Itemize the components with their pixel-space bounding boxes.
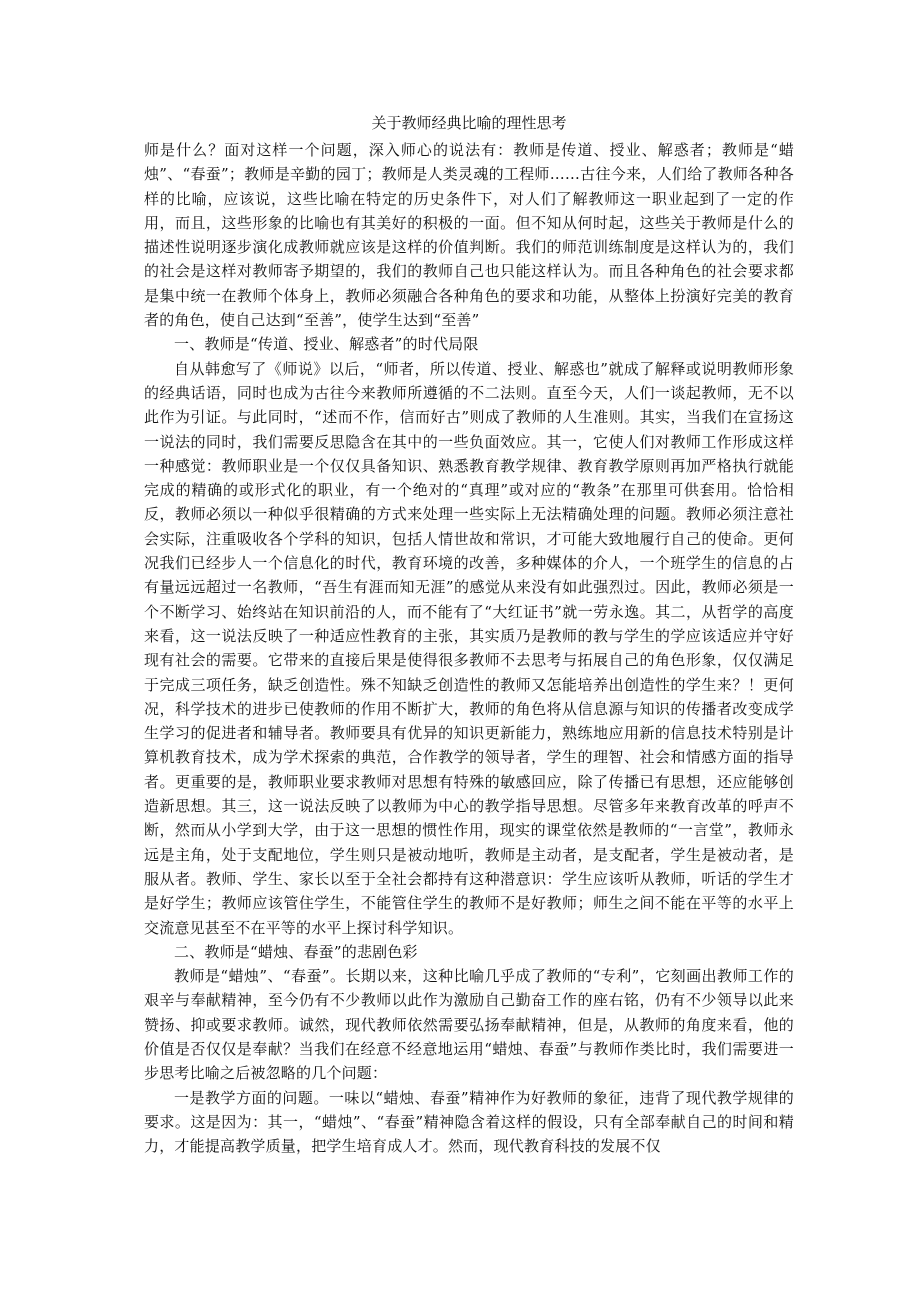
paragraph-section-2: 教师是“蜡烛”、“春蚕”。长期以来，这种比喻几乎成了教师的“专利”，它刻画出教师工作的艰辛与奉献精神，至今仍有不少教师以此作为激励自己勤奋工作的座右铭，仍有不少领导以此来赞扬、抑或要求教师。诚然，现代教师依然需要弘扬奉献精神，但是，从教师的角度来看，他的价值是否仅仅是奉献？当我们在经意不经意地运用“蜡烛、春蚕”与教师作类比时，我们需要进一步思考比喻之后被忽略的几个问题： xyxy=(144,967,794,1083)
section-heading-1: 一、教师是“传道、授业、解惑者”的时代局限 xyxy=(174,335,479,354)
paragraph-teaching-issue: 一是教学方面的问题。一味以“蜡烛、春蚕”精神作为好教师的象征，违背了现代教学规律的要求。这是因为：其一，“蜡烛”、“春蚕”精神隐含着这样的假设，只有全部奉献自己的时间和精力，才能提高教学质量，把学生培育成人才。然而，现代教育科技的发展不仅 xyxy=(144,1088,794,1156)
document-title: 关于教师经典比喻的理性思考 xyxy=(371,114,567,132)
section-heading-2: 二、教师是“蜡烛、春蚕”的悲剧色彩 xyxy=(174,942,418,961)
paragraph-section-1: 自从韩愈写了《师说》以后，“师者，所以传道、授业、解惑也”就成了解释或说明教师形象的经典话语，同时也成为古往今来教师所遵循的不二法则。直至今天，人们一谈起教师，无不以此作为引证。与此同时，“述而不作，信而好古”则成了教师的人生准则。其实，当我们在宣扬这一说法的同时，我们需要反思隐含在其中的一些负面效应。其一，它使人们对教师工作形成这样一种感觉：教师职业是一个仅仅具备知识、熟悉教育教学规律、教育教学原则再加严格执行就能完成的精确的或形式化的职业，有一个绝对的“真理”或对应的“教条”在那里可供套用。恰恰相反，教师必须以一种似乎很精确的方式来处理一些实际上无法精确处理的问题。教师必须注意社会实际，注重吸收各个学科的知识，包括人情世故和常识，才可能大致地履行自己的使命。更何况我们已经步人一个信息化的时代，教育环境的改善，多种媒体的介人，一个班学生的信息的占有量远远超过一名教师，“吾生有涯而知无涯”的感觉从来没有如此强烈过。因此，教师必须是一个不断学习、始终站在知识前沿的人，而不能有了“大红证书”就一劳永逸。其二，从哲学的高度来看，这一说法反映了一种适应性教育的主张，其实质乃是教师的教与学生的学应该适应并守好现有社会的需要。它带来的直接后果是使得很多教师不去思考与拓展自己的角色形象，仅仅满足于完成三项任务，缺乏创造性。殊不知缺乏创造性的教师又怎能培养出创造性的学生来？！更何况，科学技术的进步已使教师的作用不断扩大，教师的角色将从信息源与知识的传播者改变成学生学习的促进者和辅导者。教师要具有优异的知识更新能力，熟练地应用新的信息技术特别是计算机教育技术，成为学术探索的典范，合作教学的领导者，学生的理智、社会和情感方面的指导者。更重要的是，教师职业要求教师对思想有特殊的敏感回应，除了传播已有思想，还应能够创造新思想。其三，这一说法反映了以教师为中心的教学指导思想。尽管多年来教育改革的呼声不断，然而从小学到大学，由于这一思想的惯性作用，现实的课堂依然是教师的“一言堂”，教师永远是主角，处于支配地位，学生则只是被动地听，教师是主动者，是支配者，学生是被动者，是服从者。教师、学生、家长以至于全社会都持有这种潜意识：学生应该听从教师，听话的学生才是好学生；教师应该管住学生，不能管住学生的教师不是好教师；师生之间不能在平等的水平上交流意见甚至不在平等的水平上探讨科学知识。 xyxy=(144,359,794,937)
paragraph-intro: 师是什么？面对这样一个问题，深入师心的说法有：教师是传道、授业、解惑者；教师是“蜡烛”、“春蚕”；教师是辛勤的园丁；教师是人类灵魂的工程师……古往今来，人们给了教师各种各样的比喻，应该说，这些比喻在特定的历史条件下，对人们了解教师这一职业起到了一定的作用，而且，这些形象的比喻也有其美好的积极的一面。但不知从何时起，这些关于教师是什么的描述性说明逐步演化成教师就应该是这样的价值判断。我们的师范训练制度是这样认为的，我们的社会是这样对教师寄予期望的，我们的教师自己也只能这样认为。而且各种角色的社会要求都是集中统一在教师个体身上，教师必须融合各种角色的要求和功能，从整体上扮演好完美的教育者的角色，使自己达到“至善”，使学生达到“至善” xyxy=(144,141,794,330)
document-page xyxy=(144,112,794,1158)
